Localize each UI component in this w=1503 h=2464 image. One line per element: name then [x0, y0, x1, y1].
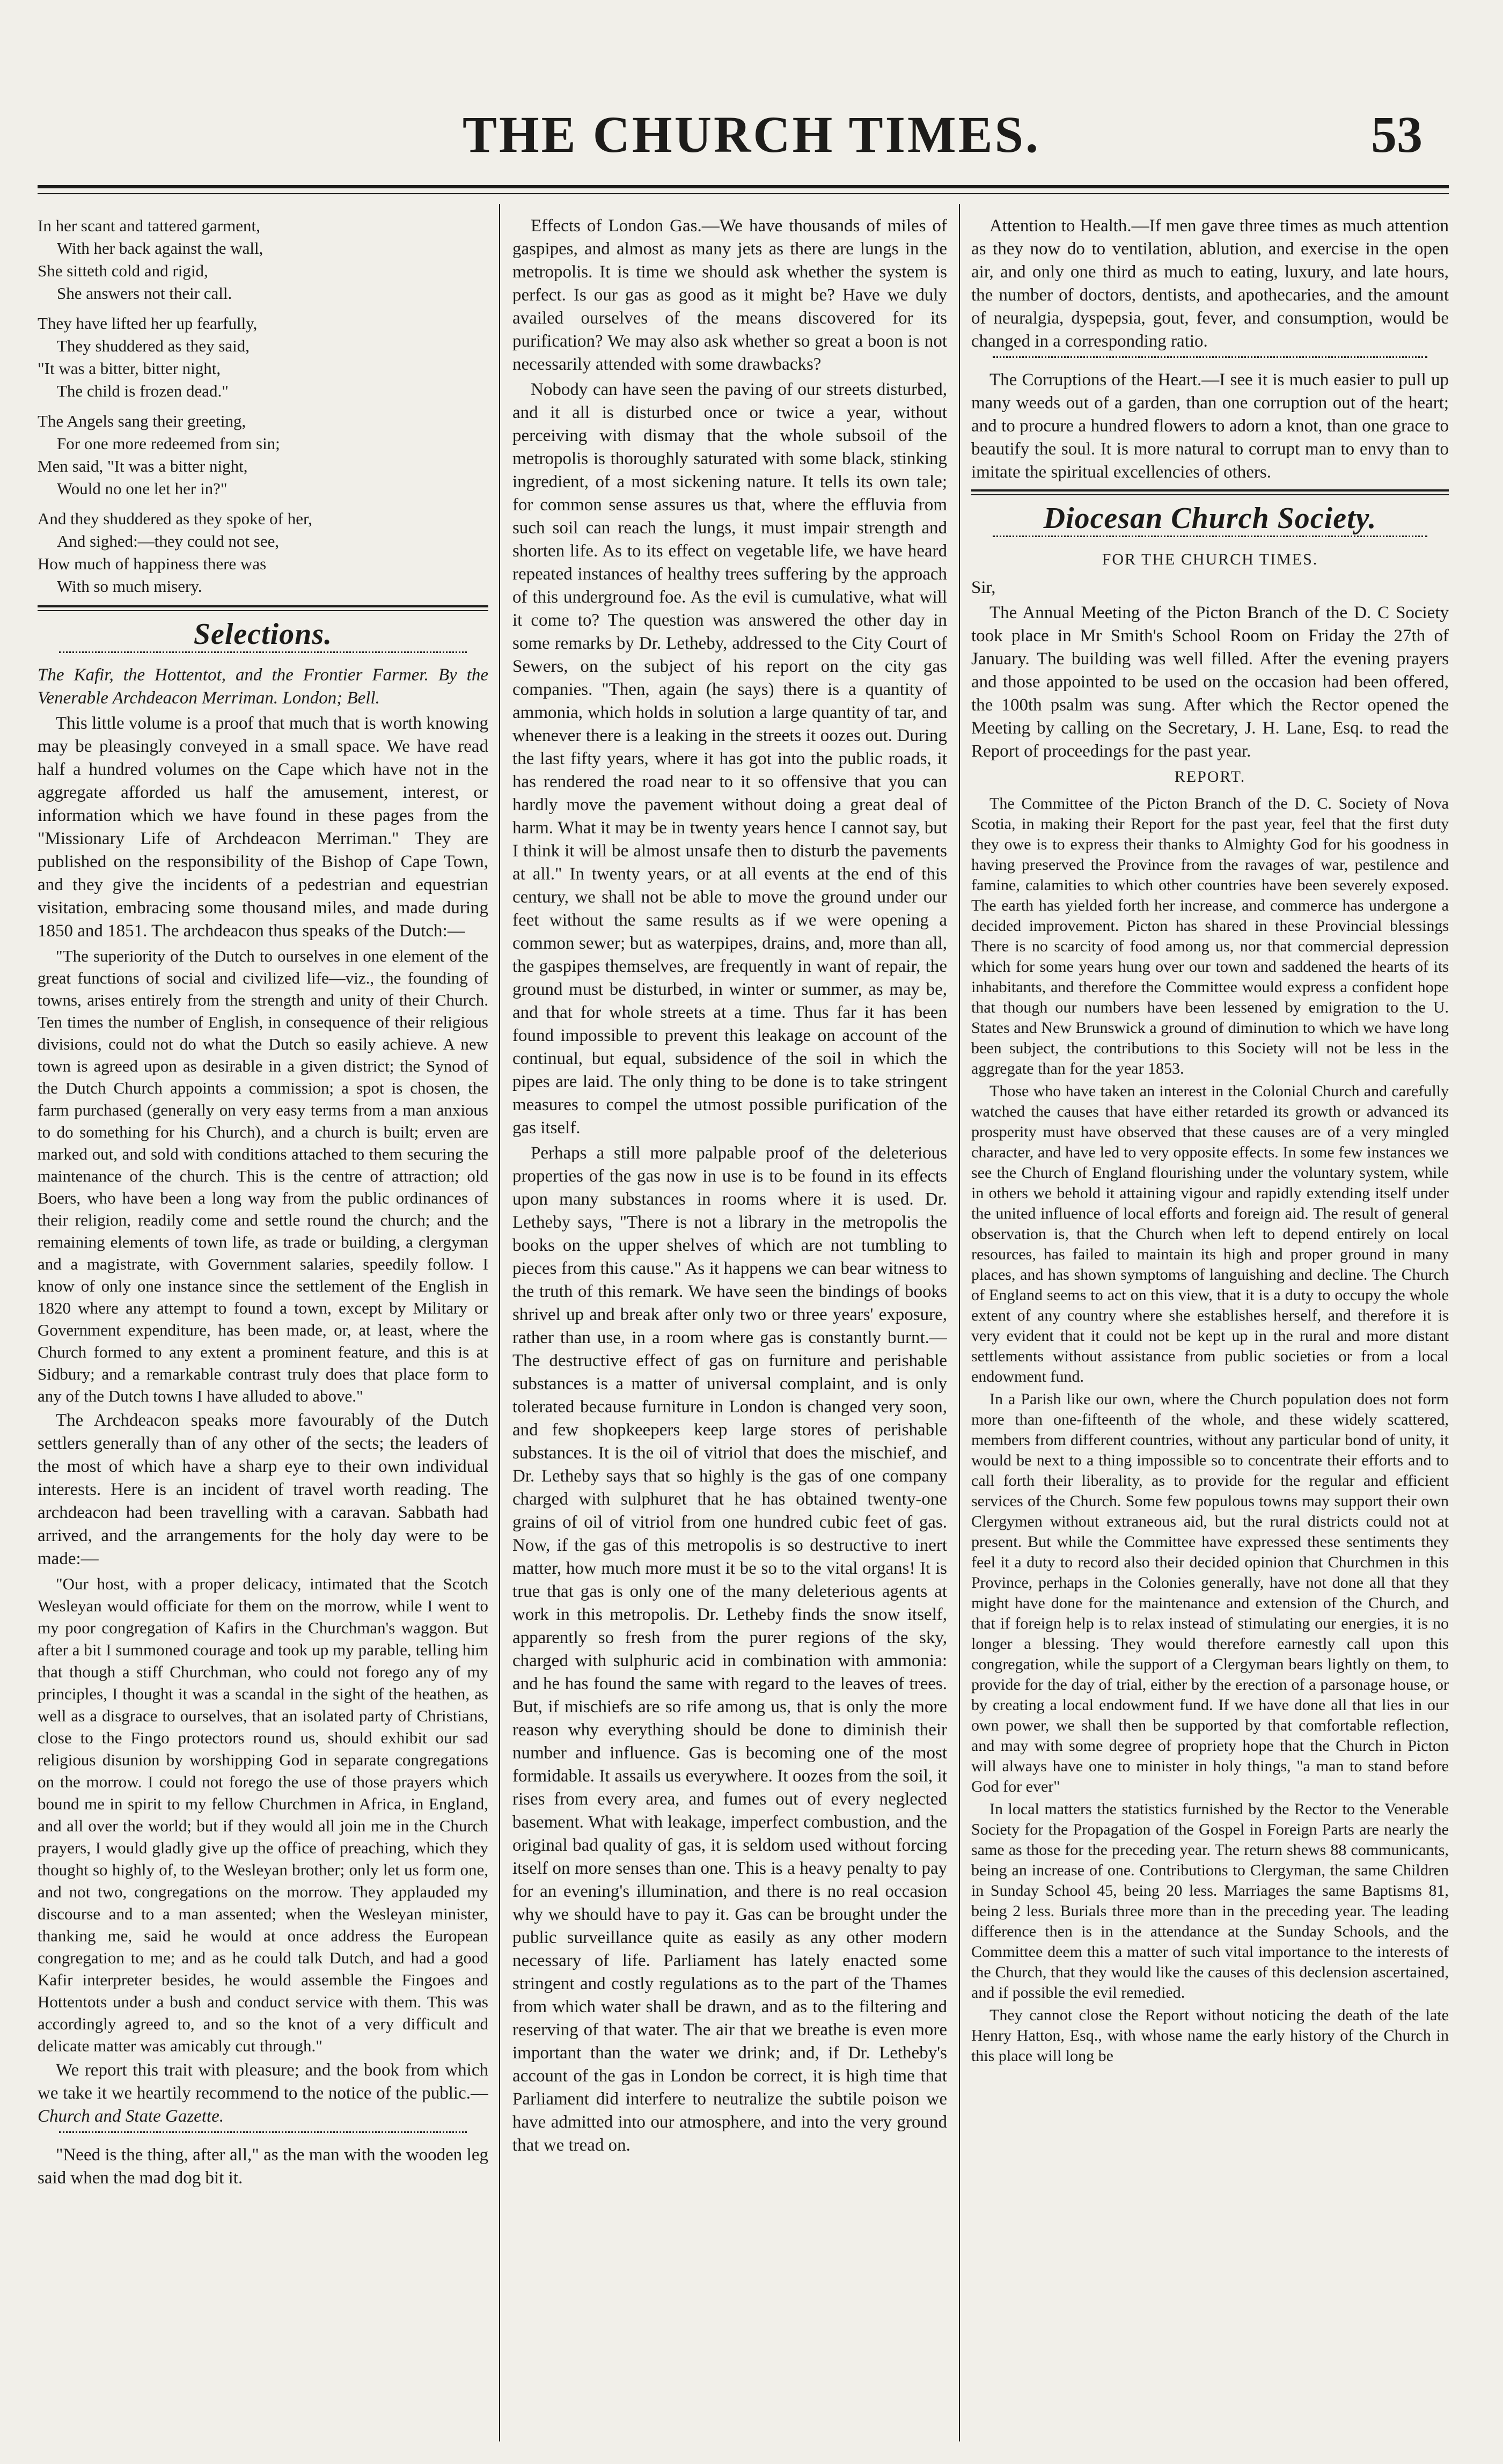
article-paragraph: Nobody can have seen the paving of our streets disturbed, and it all is disturbed once or twice a year, without perceiving with dismay that the whole subsoil of the metropolis is thoroughly saturated with some black, stinking ingredient, of a most sickening nature. It tells its own tale; for common sense assures us that, where the effluvia from such soil can reach the lungs, it must impair strength and shorten life. As to its effect on vegetable life, we have heard repeated instances of healthy trees suffering by the approach of this underground foe. As the evil is cumulative, what will it come to? The question was answered the other day in some remarks by Dr. Letheby, addressed to the City Court of Sewers, on the subject of his report on the city gas companies. "Then, again (he says) there is a quantity of ammonia, which holds in solution a large quantity of tar, and whenever there is a leaking in the streets it oozes out. During the last fifty years, where it has got into the public roads, it has rendered the road near to it so offensive that you can hardly move the pavement without doing a great deal of harm. What it may be in twenty years hence I cannot say, but I think it will be almost unsafe then to disturb the pavements at all." In twenty years, or at all events at the end of this century, we shall not be able to move the ground under our feet without the same results as if we were opening a common sewer; but as waterpipes, drains, and, more than all, the gaspipes themselves, are frequently in want of repair, the ground must be disturbed, in winter or summer, as may be, and that for whole streets at a time. Thus far it has been found impossible to prevent this leakage on account of the continual, but equal, subsidence of the soil in which the pipes are laid. The only thing to be done is to take stringent measures to compel the utmost possible purification of the gas itself.: [512, 380, 947, 1138]
article-paragraph: This little volume is a proof that much that is worth knowing may be pleasingly conveyed in a small space. We have read half a hundred volumes on the Cape which have not in the aggregate afforded us half the amusement, interest, or information which we have found in these pages from the "Missionary Life of Archdeacon Merriman." They are published on the responsibility of the Bishop of Cape Town, and they give the incidents of a pedestrian and equestrian visitation, embracing some thousand miles, and made during 1850 and 1851. The archdeacon thus speaks of the Dutch:—: [38, 714, 488, 941]
poem-stanza: [38, 508, 488, 598]
article-source: Church and State Gazette.: [38, 2107, 224, 2126]
poem-line: "It was a bitter, bitter night,: [38, 359, 221, 378]
masthead-rule-thin: [38, 193, 1449, 194]
poem-line: She answers not their call.: [57, 284, 232, 303]
article-quote: "Our host, with a proper delicacy, intimated that the Scotch Wesleyan would officiate for them on the morrow, while I went to my poor congregation of Kafirs in the Churchman's waggon. But after a bit I summoned courage and took up my parable, telling him that though a stiff Churchman, who could not forego any of my principles, I thought it was a scandal in the sight of the heathen, as well as a disgrace to ourselves, that an isolated party of Christians, close to the Fingo protectors round us, should exhibit our sad religious disunion by worshipping God in separate congregations on the morrow. I could not forego the use of those prayers which bound me in spirit to my fellow Churchmen in Africa, in England, and all over the world; but if they would all join me in the Church prayers, I would gladly give up the office of preaching, which they thought so highly of, to the Wesleyan brother; only let us form one, and not two, congregations on the morrow. They applauded my discourse and to a man assented; when the Wesleyan minister, thanking me, said he would at once address the European congregation to me; and as he could talk Dutch, and had a good Kafir interpreter besides, he would assemble the Fingoes and Hottentots under a bush and conduct service with them. This was accordingly agreed to, and so the knot of a very difficult and delicate matter was amicably cut through.": [38, 1574, 488, 2055]
anecdote: "Need is the thing, after all," as the man with the wooden leg said when the mad dog bit it.: [38, 2145, 488, 2188]
poem-line: How much of happiness there was: [38, 554, 267, 573]
ornament-rule: [59, 2131, 467, 2140]
society-subheading: FOR THE CHURCH TIMES.: [1102, 551, 1318, 568]
poem-line: The child is frozen dead.": [57, 382, 229, 400]
report-paragraph: In a Parish like our own, where the Church population does not form more than one-fifteenth of the whole, and these widely scattered, members from different countries, without any particular bond of unity, it would be next to a thing impossible so to concentrate their efforts and to call forth their liberality, as to provide for the regular and efficient services of the Church. Some few populous towns may support their own Clergymen without extraneous aid, but the rural districts could not at present. But while the Committee have expressed these sentiments they feel it a duty to record also their decided opinion that Churchmen in this Province, perhaps in the Colonies generally, have not done all that they might have done for the maintenance and extension of the Church, and that if foreign help is to relax instead of stimulating our energies, it is no longer a blessing. They would therefore earnestly call upon this congregation, while the support of a Clergyman bears lightly on them, to provide for the day of trial, either by the erection of a parsonage house, or by creating a local endowment fund. If we have done all that lies in our own power, we shall then be supported by that comfortable reflection, and may with some degree of propriety hope that the Church in Picton will always have one to minister in holy things, "a man to stand before God for ever": [971, 1390, 1449, 1795]
poem-line: The Angels sang their greeting,: [38, 412, 246, 430]
article-paragraph: [38, 2059, 488, 2128]
report-paragraph: The Committee of the Picton Branch of the D. C. Society of Nova Scotia, in making their Report for the past year, feel that the first duty they owe is to express their thanks to Almighty God for his goodness in having preserved the Province from the ravages of war, pestilence and famine, calamities to which other countries have been severely exposed. The earth has yielded forth her increase, and commerce has undergone a decided improvement. Picton has shared in these Provincial blessings There is no scarcity of food among us, nor that commercial depression which for some years hung over our town and saddened the hearts of its inhabitants, and therefore the Committee would express a confident hope that though our numbers have been lessened by emigration to the U. States and New Brunswick a ground of diminution to which we have long been subject, the contributions to this Society will not be less in the aggregate than for the year 1853.: [971, 795, 1449, 1077]
article-paragraph: Perhaps a still more palpable proof of the deleterious properties of the gas now in use is to be found in its effects upon many substances in rooms where it is used. Dr. Letheby says, "There is not a library in the metropolis the books on the upper shelves of which are not tumbling to pieces from this cause." As it happens we can bear witness to the truth of this remark. We have seen the bindings of books shrivel up and break after only two or three years' exposure, rather than use, in a room where gas is constantly burnt.— The destructive effect of gas on furniture and perishable substances is a matter of universal complaint, and is only tolerated because furniture in London is changed very soon, and few shopkeepers keep large stores of perishable substances. It is the oil of vitriol that does the mischief, and Dr. Letheby says that so highly is the gas of one company charged with sulphuret that he has obtained twenty-one grains of oil of vitriol from one hundred cubic feet of gas. Now, if the gas of this metropolis is so destructive to inert matter, how much more must it be so to the vital organs! It is true that gas is only one of the many deleterious agents at work in this metropolis. Dr. Letheby finds the snow itself, apparently so fresh from the purer regions of the sky, charged with sulphuric acid in combination with ammonia: and he has found the same with regard to the leaves of trees. But, if mischiefs are so rife among us, that is only the more reason why everything should be done to diminish their number and influence. Gas is becoming one of the most formidable. It assails us everywhere. It oozes from the soil, it rises from every area, and fumes out of every neglected basement. What with leakage, imperfect combustion, and the original bad quality of gas, it is seldom used without forcing itself on more senses than one. This is a heavy penalty to pay for an evening's illumination, and there is no real occasion why we should have to pay it. Gas can be brought under the public surveillance quite as easily as any other modern necessary of life. Parliament has lately enacted some stringent and costly regulations as to the part of the Thames from which water shall be drawn, and as to the filtering and reserving of that water. The air that we breathe is even more important than the water we drink; and, if Dr. Letheby's account of the gas in London be correct, it is high time that Parliament did interfere to neutralize the subtile poison we have admitted into our atmosphere, and into the very ground that we tread on.: [512, 1143, 947, 2155]
report-heading: REPORT.: [1174, 768, 1246, 786]
corruptions-paragraph: The Corruptions of the Heart.—I see it is much easier to pull up many weeds out of a garden, than one corruption out of the heart; and to procure a hundred flowers to adorn a knot, than one grace to beautify the soul. It is more natural to corrupt man to envy than to imitate the spiritual excellencies of others.: [971, 370, 1449, 482]
ornament-rule: [993, 536, 1427, 545]
page-number: 53: [1371, 106, 1423, 163]
article-quote: "The superiority of the Dutch to ourselves in one element of the great functions of social and civilized life—viz., the founding of towns, arises entirely from the strength and unity of their Church. Ten times the number of English, in consequence of their religious divisions, could not do what the Dutch so easily achieve. A new town is agreed upon as desirable in a given district; the Synod of the Dutch Church appoints a commission; a spot is chosen, the farm purchased (generally on very easy terms from a man anxious to do something for his Church), and a church is built; erven are marked out, and sold with conditions attached to them securing the maintenance of the church. This is the centre of attraction; old Boers, who have been a long way from the public ordinances of their religion, readily come and settle round the church; and the remaining elements of town life, as trade or building, a clergyman and a magistrate, with Government salaries, speedily follow. I know of only one instance since the settlement of the English in 1820 where any attempt to found a town, except by Military or Government expenditure, has been made, or, at least, where the Church formed to any extent a prominent feature, and this is at Sidbury; and a remarkable contrast truly does that place form to any of the Dutch towns I have alluded to above.": [38, 947, 488, 1405]
health-paragraph: Attention to Health.—If men gave three times as much attention as they now do to ventilation, ablution, and exercise in the open air, and only one third as much to eating, luxury, and late hours, the number of doctors, dentists, and apothecaries, and the amount of neuralgia, dyspepsia, gout, fever, and consumption, would be changed in a corresponding ratio.: [971, 216, 1449, 351]
masthead-title: THE CHURCH TIMES.: [462, 106, 1041, 163]
report-paragraph: They cannot close the Report without noticing the death of the late Henry Hatton, Esq., with whose name the early history of the Church in this place will long be: [971, 2006, 1449, 2065]
poem-line: And they shuddered as they spoke of her,: [38, 509, 312, 528]
report-paragraph: In local matters the statistics furnished by the Rector to the Venerable Society for the Propagation of the Gospel in Foreign Parts are nearly the same as those for the preceding year. The return shews 88 communicants, being an increase of one. Contributions to Clergyman, the same Children in Sunday School 45, being 20 less. Marriages the same Baptisms 81, being 2 less. Burials three more than in the preceding year. The leading difference then is in the attendance at the Sunday Schools, and the Committee deem this a matter of such vital importance to the interests of the Church, that they would like the causes of this declension ascertained, and if possible the evil remedied.: [971, 1800, 1449, 2001]
column-3: [971, 215, 1449, 2441]
selections-heading: Selections.: [193, 618, 333, 651]
poem-line: For one more redeemed from sin;: [57, 434, 280, 453]
poem-stanza: [38, 312, 488, 402]
poem-stanza: [38, 215, 488, 305]
poem-line: With so much misery.: [57, 577, 202, 596]
section-rule: [38, 605, 488, 611]
section-rule: [971, 489, 1449, 495]
poem-line: She sitteth cold and rigid,: [38, 261, 208, 280]
poem-line: Would no one let her in?": [57, 479, 228, 498]
society-heading: Diocesan Church Society.: [1043, 502, 1377, 535]
column-2: [512, 215, 947, 2441]
column-divider-2: [959, 204, 960, 2441]
poem-stanza: [38, 410, 488, 500]
letter-paragraph: The Annual Meeting of the Picton Branch of the D. C Society took place in Mr Smith's School Room on Friday the 27th of January. The building was well filled. After the evening prayers and those appointed to be used on the occasion had been offered, the 100th psalm was sung. After which the Rector opened the Meeting by calling on the Secretary, J. H. Lane, Esq. to read the Report of proceedings for the past year.: [971, 603, 1449, 761]
poem-line: Men said, "It was a bitter night,: [38, 457, 248, 475]
poem-line: In her scant and tattered garment,: [38, 216, 260, 235]
masthead-rule-thick: [38, 185, 1449, 188]
poem-line: And sighed:—they could not see,: [57, 532, 280, 551]
column-1: [38, 215, 488, 2441]
poem-line: They shuddered as they said,: [57, 336, 250, 355]
report-paragraph: Those who have taken an interest in the Colonial Church and carefully watched the causes that have either retarded its growth or advanced its prosperity must have observed that these causes are of a very mingled character, and have led to very opposite effects. In some few instances we see the Church of England flourishing under the voluntary system, while in others we behold it attaining vigour and rapidly extending itself under the united influence of local efforts and foreign aid. The result of general observation is, that the Church when left to depend entirely on local resources, has failed to maintain its high and proper ground in many places, and has shown symptoms of languishing and decline. The Church of England seems to act on this view, that it is a duty to occupy the whole extent of any country where she establishes herself, and therefore it is very evident that it could not be kept up in the rural and more distant settlements without assistance from public societies or from a local endowment fund.: [971, 1082, 1449, 1385]
poem: [38, 215, 488, 598]
poem-line: They have lifted her up fearfully,: [38, 314, 258, 333]
poem-line: With her back against the wall,: [57, 239, 263, 258]
ornament-rule: [59, 651, 467, 661]
ornament-rule: [993, 356, 1427, 365]
article-closing: We report this trait with pleasure; and the book from which we take it we heartily recommend to the notice of the public.—: [38, 2060, 488, 2103]
gas-article-intro: Effects of London Gas.—We have thousands of miles of gaspipes, and almost as many jets as there are lungs in the metropolis. It is time we should ask whether the system is perfect. Is our gas as good as it might be? Have we duly availed ourselves of the means discovered for its purification? We may also ask whether so great a boon is not necessarily attended with some drawbacks?: [512, 216, 947, 374]
letter-salutation: Sir,: [971, 578, 996, 597]
column-divider-1: [499, 204, 500, 2441]
book-title: The Kafir, the Hottentot, and the Frontier Farmer. By the Venerable Archdeacon Merriman. London; Bell.: [38, 665, 488, 708]
article-paragraph: The Archdeacon speaks more favourably of the Dutch settlers generally than of any other of the sects; the leaders of the most of which have a sharp eye to their own individual interests. Here is an incident of travel worth reading. The archdeacon had been travelling with a caravan. Sabbath had arrived, and the arrangements for the holy day were to be made:—: [38, 1411, 488, 1568]
